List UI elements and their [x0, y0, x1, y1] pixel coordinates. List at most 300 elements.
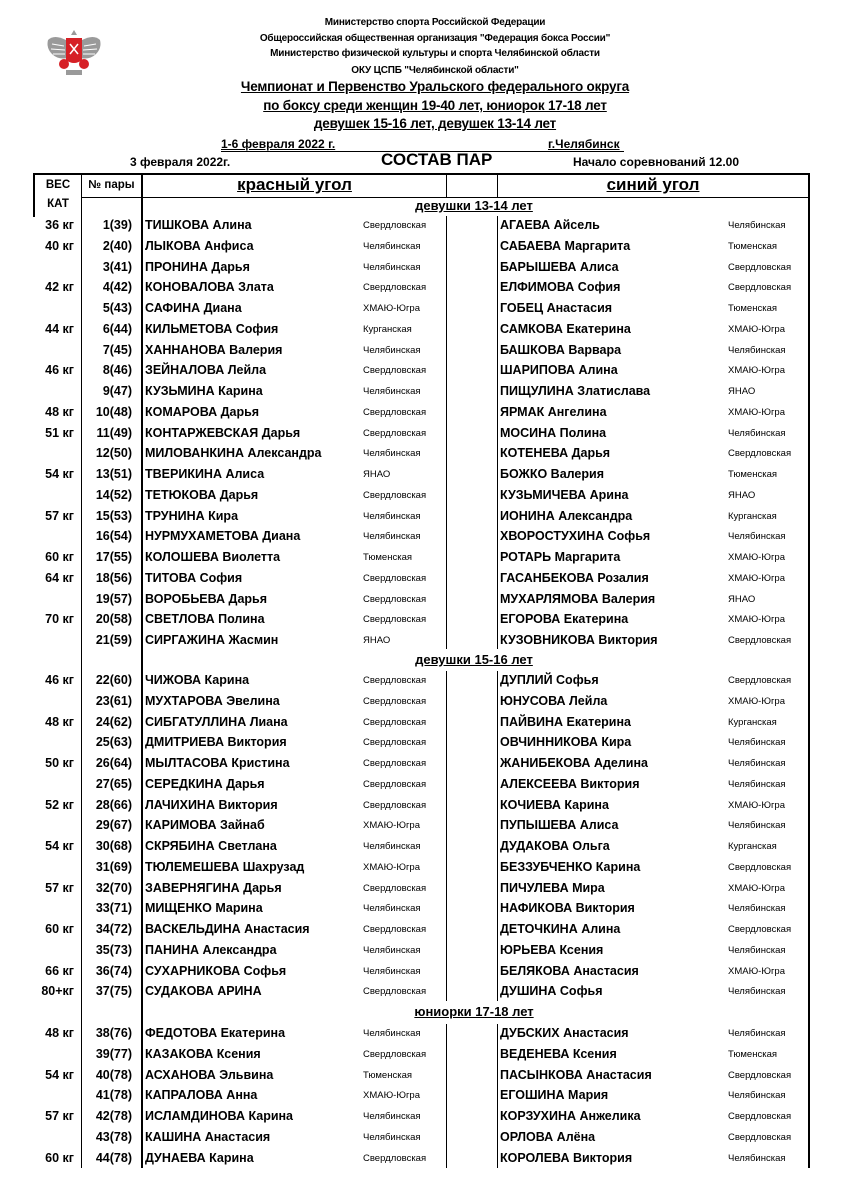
pair-number: 12(50): [95, 446, 132, 461]
red-corner-boxer: ТИШКОВА Алина: [145, 218, 252, 232]
blue-corner-region: Челябинская: [728, 944, 786, 956]
red-corner-boxer: ПРОНИНА Дарья: [145, 259, 250, 274]
red-corner-region: Челябинская: [363, 841, 421, 852]
red-corner-region: ХМАЮ-Югра: [363, 303, 420, 314]
event-city: г.Челябинск: [548, 137, 620, 151]
table-row: [0, 692, 848, 713]
start-time: Начало соревнований 12.00: [573, 155, 740, 169]
red-corner-boxer: ЛЫКОВА Анфиса: [145, 238, 254, 253]
red-corner-boxer: КАПРАЛОВА Анна: [145, 1088, 258, 1103]
pair-number: 19(57): [95, 591, 132, 606]
pair-number: 24(62): [95, 714, 132, 729]
blue-corner-region: Челябинская: [728, 986, 786, 998]
red-corner-region: Челябинская: [363, 510, 421, 522]
weight-category: 66 кг: [45, 963, 74, 978]
blue-corner-boxer: ОРЛОВА Алёна: [500, 1129, 596, 1144]
blue-corner-region: Курганская: [728, 510, 777, 522]
blue-corner-boxer: БОЖКО Валерия: [500, 467, 604, 481]
blue-corner-boxer: ПУПЫШЕВА Алиса: [500, 818, 619, 833]
blue-corner-boxer: КОРОЛЕВА Виктория: [500, 1150, 633, 1165]
pair-number: 9(47): [102, 384, 132, 398]
blue-corner-region: Челябинская: [728, 1028, 786, 1039]
weight-category: 42 кг: [45, 280, 74, 295]
section-title-juniors-17-18: юниорки 17-18 лет: [414, 1004, 534, 1019]
session-date: 3 февраля 2022г.: [130, 155, 231, 169]
pair-number: 31(69): [95, 859, 132, 874]
red-corner-boxer: ИСЛАМДИНОВА Карина: [145, 1109, 294, 1123]
blue-corner-boxer: ПАЙВИНА Екатерина: [500, 714, 631, 729]
red-corner-boxer: ТИТОВА София: [145, 570, 243, 585]
table-row: [0, 278, 848, 299]
weight-category: 46 кг: [45, 673, 74, 687]
weight-category: 44 кг: [45, 321, 74, 336]
red-corner-boxer: ЧИЖОВА Карина: [145, 673, 250, 687]
weight-category: 54 кг: [45, 1067, 74, 1082]
blue-corner-boxer: МОСИНА Полина: [500, 425, 607, 440]
red-corner-region: Свердловская: [363, 778, 427, 790]
table-row: [0, 879, 848, 900]
red-corner-boxer: СУХАРНИКОВА Софья: [145, 963, 287, 978]
pair-number: 29(67): [95, 818, 132, 833]
blue-corner-boxer: БАШКОВА Варвара: [500, 342, 622, 357]
red-corner-region: Свердловская: [363, 737, 427, 749]
red-corner-boxer: КОЛОШЕВА Виолетта: [145, 550, 281, 564]
pair-number: 5(43): [102, 301, 132, 315]
blue-corner-region: ХМАЮ-Югра: [728, 799, 785, 811]
weight-category: 54 кг: [45, 467, 74, 481]
blue-corner-region: Свердловская: [728, 261, 792, 273]
table-row: [0, 816, 848, 837]
blue-corner-region: Свердловская: [728, 675, 792, 686]
col-pair-header: № пары: [88, 179, 135, 191]
pair-number: 14(52): [95, 487, 132, 502]
document-title: СОСТАВ ПАР: [381, 150, 493, 169]
red-corner-boxer: СИБГАТУЛЛИНА Лиана: [145, 714, 288, 729]
blue-corner-boxer: САМКОВА Екатерина: [500, 321, 631, 336]
blue-corner-region: Свердловская: [728, 1069, 792, 1081]
table-row: [0, 527, 848, 548]
red-corner-region: Челябинская: [363, 944, 421, 956]
org-line-boxing-federation: Общероссийская общественная организация "Федерация бокса России": [259, 33, 611, 44]
blue-corner-boxer: КОЧИЕВА Карина: [500, 797, 609, 812]
pair-number: 13(51): [95, 467, 132, 481]
pair-number: 21(59): [95, 633, 132, 647]
weight-category: 57 кг: [45, 508, 74, 523]
red-corner-boxer: ТВЕРИКИНА Алиса: [145, 467, 265, 481]
table-row: [0, 1086, 848, 1107]
red-corner-boxer: ЗАВЕРНЯГИНА Дарья: [145, 880, 282, 895]
blue-corner-boxer: КУЗОВНИКОВА Виктория: [500, 633, 658, 647]
red-corner-region: Челябинская: [363, 903, 421, 915]
red-corner-region: Свердловская: [363, 220, 427, 231]
pair-number: 1(39): [102, 218, 132, 232]
red-corner-boxer: СУДАКОВА АРИНА: [145, 984, 262, 999]
weight-category: 70 кг: [45, 612, 74, 627]
weight-category: 80+кг: [41, 984, 74, 999]
table-row: [0, 671, 848, 692]
blue-corner-boxer: ПИЧУЛЕВА Мира: [500, 880, 605, 895]
blue-corner-region: Челябинская: [728, 344, 786, 356]
blue-corner-region: Свердловская: [728, 1131, 792, 1143]
blue-corner-boxer: ШАРИПОВА Алина: [500, 363, 618, 378]
blue-corner-region: ХМАЮ-Югра: [728, 365, 785, 377]
section-title-girls-15-16: девушки 15-16 лет: [415, 652, 533, 667]
event-title-line-1: Чемпионат и Первенство Уральского федерального округа: [240, 79, 630, 94]
red-corner-region: ХМАЮ-Югра: [363, 820, 420, 832]
weight-category: 48 кг: [45, 714, 74, 729]
table-row: [0, 216, 848, 237]
blue-corner-region: Свердловская: [728, 635, 792, 646]
blue-corner-region: Свердловская: [728, 861, 792, 873]
pair-number: 8(46): [102, 363, 132, 378]
blue-corner-boxer: ПАСЫНКОВА Анастасия: [500, 1067, 652, 1082]
red-corner-boxer: МЫЛТАСОВА Кристина: [145, 756, 290, 770]
blue-corner-region: ХМАЮ-Югра: [728, 323, 785, 335]
red-corner-boxer: СЕРЕДКИНА Дарья: [145, 776, 265, 791]
blue-corner-region: Челябинская: [728, 778, 786, 790]
red-corner-region: Челябинская: [363, 386, 421, 397]
red-mid-divider-header: [446, 173, 447, 198]
table-row: [0, 733, 848, 754]
red-corner-boxer: МИЩЕНКО Марина: [145, 901, 263, 916]
col-weight-header-line1: ВЕС: [45, 179, 71, 191]
org-line-chelyabinsk-ministry: Министерство физической культуры и спорта Челябинской области: [270, 48, 600, 59]
red-corner-boxer: ХАННАНОВА Валерия: [145, 342, 283, 357]
red-corner-boxer: СВЕТЛОВА Полина: [145, 612, 265, 627]
org-line-ministry-sport: Министерство спорта Российской Федерации: [324, 17, 546, 28]
red-corner-region: Свердловская: [363, 695, 427, 707]
red-corner-boxer: ДМИТРИЕВА Виктория: [145, 735, 287, 750]
blue-corner-boxer: КОТЕНЕВА Дарья: [500, 446, 611, 461]
red-corner-boxer: ВАСКЕЛЬДИНА Анастасия: [145, 922, 310, 936]
blue-corner-region: Челябинская: [728, 427, 786, 439]
table-row: [0, 1149, 848, 1170]
blue-corner-region: Курганская: [728, 841, 777, 852]
col-blue-corner-header: синий угол: [606, 175, 700, 194]
pair-number: 26(64): [95, 756, 132, 770]
red-corner-boxer: ЛАЧИХИНА Виктория: [145, 797, 278, 812]
pair-number: 18(56): [95, 570, 132, 585]
blue-corner-region: Челябинская: [728, 531, 786, 543]
red-corner-boxer: ФЕДОТОВА Екатерина: [145, 1026, 286, 1040]
pair-number: 32(70): [95, 880, 132, 895]
event-title-line-2: по боксу среди женщин 19-40 лет, юниорок 17-18 лет: [263, 98, 607, 113]
pair-number: 2(40): [102, 238, 132, 253]
red-corner-boxer: САФИНА Диана: [145, 301, 242, 315]
red-corner-region: ЯНАО: [363, 635, 391, 646]
table-row: [0, 1107, 848, 1128]
blue-corner-region: ХМАЮ-Югра: [728, 965, 785, 977]
red-corner-region: Челябинская: [363, 344, 421, 356]
blue-corner-region: Челябинская: [728, 220, 786, 231]
table-row: [0, 299, 848, 320]
table-row: [0, 403, 848, 424]
red-corner-boxer: НУРМУХАМЕТОВА Диана: [145, 529, 301, 544]
red-corner-region: Свердловская: [363, 1152, 427, 1164]
event-dates: 1-6 февраля 2022 г.: [221, 137, 336, 151]
section-title-girls-13-14: девушки 13-14 лет: [415, 198, 533, 213]
red-corner-boxer: КИЛЬМЕТОВА София: [145, 321, 279, 336]
pair-number: 22(60): [95, 673, 132, 687]
table-row: [0, 341, 848, 362]
table-row: [0, 237, 848, 258]
blue-corner-boxer: САБАЕВА Маргарита: [500, 238, 631, 253]
org-line-okutspb: ОКУ ЦСПБ "Челябинской области": [351, 65, 519, 76]
blue-corner-boxer: ХВОРОСТУХИНА Софья: [500, 529, 651, 544]
table-row: [0, 1045, 848, 1066]
red-corner-region: Свердловская: [363, 614, 427, 626]
table-row: [0, 486, 848, 507]
blue-corner-boxer: ДУШИНА Софья: [500, 984, 603, 999]
table-row: [0, 1066, 848, 1087]
blue-corner-region: Челябинская: [728, 903, 786, 915]
red-corner-boxer: ТРУНИНА Кира: [145, 508, 239, 523]
table-row: [0, 631, 848, 652]
blue-corner-boxer: РОТАРЬ Маргарита: [500, 550, 621, 564]
table-row: [0, 465, 848, 486]
blue-corner-region: ХМАЮ-Югра: [728, 695, 785, 707]
event-title-line-3: девушек 15-16 лет, девушек 13-14 лет: [313, 116, 557, 131]
blue-corner-region: ЯНАО: [728, 489, 756, 501]
pair-number: 4(42): [102, 280, 132, 295]
pair-number: 40(78): [95, 1067, 132, 1082]
red-corner-region: ХМАЮ-Югра: [363, 1090, 420, 1102]
table-row: [0, 424, 848, 445]
pair-number: 41(78): [95, 1088, 132, 1103]
red-corner-boxer: КУЗЬМИНА Карина: [145, 384, 263, 398]
table-row: [0, 1024, 848, 1045]
blue-corner-boxer: ДУДАКОВА Ольга: [500, 839, 610, 853]
pair-number: 33(71): [95, 901, 132, 916]
blue-corner-boxer: МУХАРЛЯМОВА Валерия: [500, 591, 656, 606]
blue-corner-region: ЯНАО: [728, 593, 756, 605]
red-corner-region: Свердловская: [363, 986, 427, 998]
pair-number: 34(72): [95, 922, 132, 936]
blue-corner-region: Свердловская: [728, 924, 792, 935]
red-corner-region: Свердловская: [363, 882, 427, 894]
col-weight-header-line2: КАТ: [47, 198, 69, 210]
red-corner-region: Челябинская: [363, 240, 421, 252]
blue-corner-boxer: ЕГОШИНА Мария: [500, 1088, 609, 1103]
weight-category: 57 кг: [45, 880, 74, 895]
blue-corner-boxer: ЕГОРОВА Екатерина: [500, 612, 629, 627]
table-row: [0, 569, 848, 590]
red-corner-boxer: ТЮЛЕМЕШЕВА Шахрузад: [145, 859, 305, 874]
blue-corner-boxer: ДЕТОЧКИНА Алина: [500, 922, 621, 936]
red-corner-boxer: ДУНАЕВА Карина: [145, 1150, 254, 1165]
table-row: [0, 1128, 848, 1149]
table-row: [0, 548, 848, 569]
blue-corner-boxer: БЕЛЯКОВА Анастасия: [500, 963, 639, 978]
weight-category: 50 кг: [45, 756, 74, 770]
table-row: [0, 962, 848, 983]
pair-number: 20(58): [95, 612, 132, 627]
pair-number: 16(54): [95, 529, 132, 544]
weight-category: 48 кг: [45, 1026, 74, 1040]
table-row: [0, 610, 848, 631]
blue-corner-region: ХМАЮ-Югра: [728, 572, 785, 584]
table-row: [0, 361, 848, 382]
red-corner-boxer: МУХТАРОВА Эвелина: [145, 693, 280, 708]
blue-corner-boxer: ЖАНИБЕКОВА Аделина: [500, 756, 648, 770]
blue-corner-region: Челябинская: [728, 1152, 786, 1164]
red-corner-boxer: АСХАНОВА Эльвина: [145, 1067, 274, 1082]
blue-corner-region: Тюменская: [728, 1048, 778, 1060]
weight-category: 60 кг: [45, 1150, 74, 1165]
red-corner-region: Тюменская: [363, 552, 413, 563]
table-row: [0, 590, 848, 611]
blue-corner-boxer: ОВЧИННИКОВА Кира: [500, 735, 632, 750]
pair-number: 37(75): [95, 984, 132, 999]
blue-corner-boxer: БАРЫШЕВА Алиса: [500, 259, 619, 274]
weight-category: 52 кг: [45, 797, 74, 812]
pair-number: 36(74): [95, 963, 132, 978]
blue-corner-boxer: ЯРМАК Ангелина: [500, 404, 607, 419]
red-corner-region: Свердловская: [363, 406, 427, 418]
red-corner-boxer: КОНОВАЛОВА Злата: [145, 280, 274, 295]
pair-number: 38(76): [95, 1026, 132, 1040]
pair-number: 28(66): [95, 797, 132, 812]
red-corner-region: Тюменская: [363, 1069, 413, 1081]
red-corner-region: Челябинская: [363, 1111, 421, 1122]
red-corner-region: Челябинская: [363, 448, 421, 460]
red-corner-region: Свердловская: [363, 489, 427, 501]
blue-corner-boxer: КОРЗУХИНА Анжелика: [500, 1109, 641, 1123]
pair-number: 17(55): [95, 550, 132, 564]
blue-corner-region: Тюменская: [728, 240, 778, 252]
weight-category: 60 кг: [45, 922, 74, 936]
pair-number: 7(45): [102, 342, 132, 357]
red-corner-boxer: КОМАРОВА Дарья: [145, 404, 260, 419]
pair-number: 30(68): [95, 839, 132, 853]
blue-corner-region: Курганская: [728, 716, 777, 728]
table-row: [0, 754, 848, 775]
pair-number: 44(78): [95, 1150, 132, 1165]
pair-number: 15(53): [95, 508, 132, 523]
red-corner-boxer: СИРГАЖИНА Жасмин: [145, 633, 279, 647]
blue-corner-region: Тюменская: [728, 469, 778, 480]
blue-corner-boxer: ДУПЛИЙ Софья: [500, 673, 599, 687]
table-row: [0, 982, 848, 1003]
blue-corner-boxer: ЕЛФИМОВА София: [500, 280, 621, 295]
blue-corner-region: Челябинская: [728, 820, 786, 832]
table-row: [0, 258, 848, 279]
red-corner-region: Свердловская: [363, 716, 427, 728]
blue-corner-region: Тюменская: [728, 303, 778, 314]
weight-category: 36 кг: [45, 218, 74, 232]
table-row: [0, 507, 848, 528]
table-row: [0, 775, 848, 796]
red-corner-boxer: ЗЕЙНАЛОВА Лейла: [145, 363, 267, 378]
blue-corner-boxer: ДУБСКИХ Анастасия: [500, 1026, 629, 1040]
blue-corner-region: ХМАЮ-Югра: [728, 882, 785, 894]
red-corner-boxer: КОНТАРЖЕВСКАЯ Дарья: [145, 425, 301, 440]
blue-corner-region: Челябинская: [728, 737, 786, 749]
blue-corner-boxer: ИОНИНА Александра: [500, 508, 633, 523]
pair-number: 35(73): [95, 942, 132, 957]
red-corner-boxer: ПАНИНА Александра: [145, 942, 277, 957]
red-corner-region: Курганская: [363, 323, 412, 335]
red-corner-region: ХМАЮ-Югра: [363, 861, 420, 873]
red-corner-boxer: КАЗАКОВА Ксения: [145, 1046, 261, 1061]
blue-corner-boxer: АГАЕВА Айсель: [500, 218, 600, 232]
blue-corner-region: Свердловская: [728, 448, 792, 460]
blue-corner-boxer: БЕЗЗУБЧЕНКО Карина: [500, 859, 641, 874]
red-corner-region: Свердловская: [363, 282, 427, 294]
weight-category: 48 кг: [45, 404, 74, 419]
weight-category: 54 кг: [45, 839, 74, 853]
table-row: [0, 444, 848, 465]
pair-number: 43(78): [95, 1129, 132, 1144]
table-row: [0, 858, 848, 879]
blue-corner-boxer: НАФИКОВА Виктория: [500, 901, 635, 916]
table-row: [0, 837, 848, 858]
red-corner-region: Свердловская: [363, 427, 427, 439]
red-corner-region: Челябинская: [363, 261, 421, 273]
red-corner-region: ЯНАО: [363, 469, 391, 480]
red-corner-boxer: КАРИМОВА Зайнаб: [145, 818, 265, 833]
blue-corner-boxer: ПИЩУЛИНА Златислава: [500, 384, 651, 398]
red-corner-boxer: СКРЯБИНА Светлана: [145, 839, 277, 853]
red-corner-region: Свердловская: [363, 572, 427, 584]
blue-corner-region: ХМАЮ-Югра: [728, 406, 785, 418]
table-row: [0, 382, 848, 403]
pair-number: 11(49): [96, 425, 132, 440]
weight-category: 57 кг: [45, 1109, 74, 1123]
blue-corner-region: Челябинская: [728, 1090, 786, 1102]
weight-category: 40 кг: [45, 238, 74, 253]
red-corner-boxer: ТЕТЮКОВА Дарья: [145, 487, 259, 502]
weight-category: 64 кг: [45, 570, 74, 585]
red-corner-region: Челябинская: [363, 1028, 421, 1039]
table-row: [0, 920, 848, 941]
weight-category: 60 кг: [45, 550, 74, 564]
red-corner-boxer: КАШИНА Анастасия: [145, 1129, 271, 1144]
blue-corner-region: ЯНАО: [728, 386, 756, 397]
federation-emblem-icon: [44, 26, 104, 78]
weight-category: 51 кг: [45, 425, 74, 440]
blue-corner-boxer: ГАСАНБЕКОВА Розалия: [500, 570, 649, 585]
pair-number: 25(63): [95, 735, 132, 750]
pair-number: 23(61): [95, 693, 132, 708]
blue-corner-region: ХМАЮ-Югра: [728, 552, 785, 563]
red-corner-region: Свердловская: [363, 1048, 427, 1060]
table-row: [0, 899, 848, 920]
red-corner-region: Свердловская: [363, 799, 427, 811]
col-red-corner-header: красный угол: [237, 175, 352, 194]
blue-corner-boxer: ЮНУСОВА Лейла: [500, 693, 608, 708]
pair-number: 39(77): [95, 1046, 132, 1061]
table-row: [0, 796, 848, 817]
red-corner-region: Свердловская: [363, 675, 427, 686]
table-row: [0, 941, 848, 962]
blue-corner-region: ХМАЮ-Югра: [728, 614, 785, 626]
red-corner-region: Челябинская: [363, 1131, 421, 1143]
pair-number: 42(78): [95, 1109, 132, 1123]
pair-number: 6(44): [102, 321, 132, 336]
blue-corner-region: Свердловская: [728, 282, 792, 294]
red-corner-region: Свердловская: [363, 365, 427, 377]
blue-corner-boxer: ЮРЬЕВА Ксения: [500, 942, 604, 957]
red-corner-boxer: МИЛОВАНКИНА Александра: [145, 446, 322, 461]
blue-corner-boxer: ВЕДЕНЕВА Ксения: [500, 1046, 617, 1061]
red-corner-region: Свердловская: [363, 924, 427, 935]
blue-corner-region: Свердловская: [728, 1111, 792, 1122]
red-corner-region: Челябинская: [363, 965, 421, 977]
table-row: [0, 320, 848, 341]
red-corner-region: Свердловская: [363, 758, 427, 769]
table-row: [0, 713, 848, 734]
